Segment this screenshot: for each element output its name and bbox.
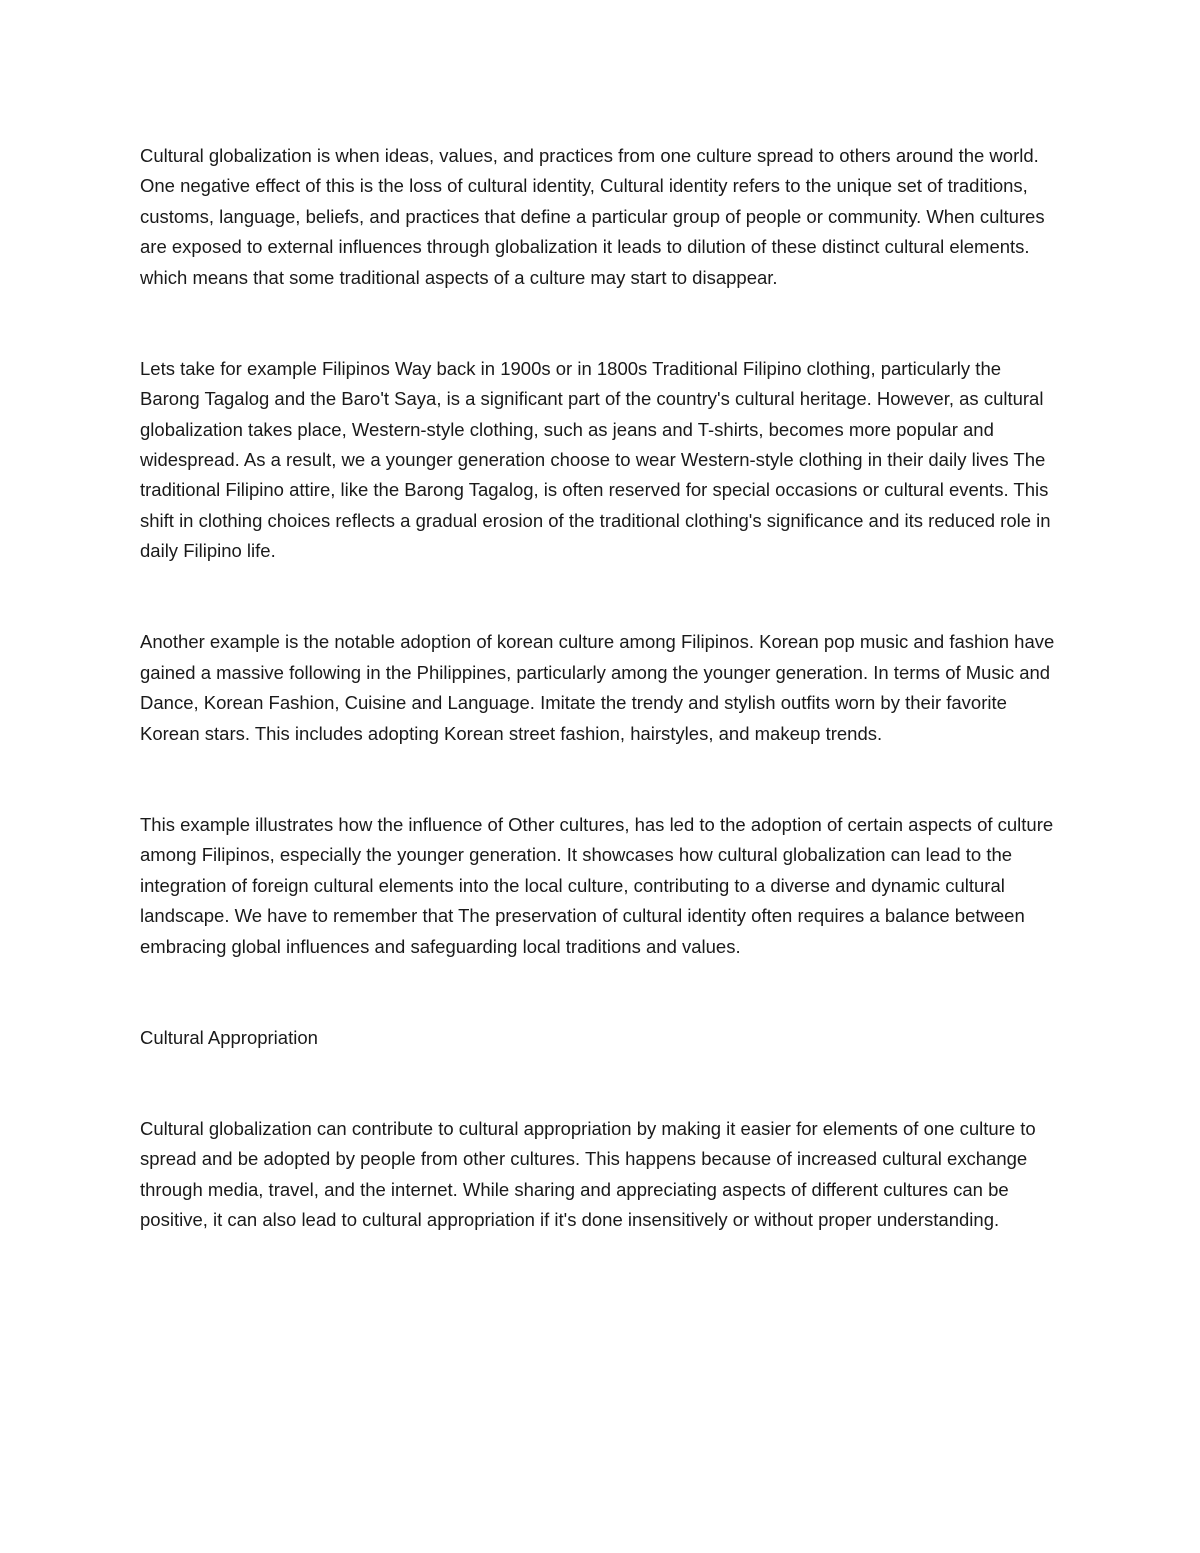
section-heading-cultural-appropriation: Cultural Appropriation bbox=[140, 1026, 318, 1048]
paragraph-cultural-identity: Cultural globalization is when ideas, values, and practices from one culture spread to others around the world. One negative effect of this is the loss of cultural identity, Cultural identity refers to the unique set of traditions, customs, language, beliefs, and practices that define a particular group of people or community. When cultures are exposed to external influences through globalization it leads to dilution of these distinct cultural elements. which means that some traditional aspects of a culture may start to disappear. bbox=[140, 145, 1045, 288]
paragraph-filipino-clothing: Lets take for example Filipinos Way back in 1900s or in 1800s Traditional Filipino clothing, particularly the Barong Tagalog and the Baro't Saya, is a significant part of the country's cultural heritage. However, as cultural globalization takes place, Western-style clothing, such as jeans and T-shirts, becomes more popular and widespread. As a result, we a younger generation choose to wear Western-style clothing in their daily lives The traditional Filipino attire, like the Barong Tagalog, is often reserved for special occasions or cultural events. This shift in clothing choices reflects a gradual erosion of the traditional clothing's significance and its reduced role in daily Filipino life. bbox=[140, 357, 1051, 562]
paragraph-influence-summary: This example illustrates how the influence of Other cultures, has led to the adoption of certain aspects of culture among Filipinos, especially the younger generation. It showcases how cultural globalization can lead to the integration of foreign cultural elements into the local culture, contributing to a diverse and dynamic cultural landscape. We have to remember that The preservation of cultural identity often requires a balance between embracing global influences and safeguarding local traditions and values. bbox=[140, 813, 1054, 957]
document-body bbox=[140, 141, 1060, 1236]
paragraph-cultural-appropriation: Cultural globalization can contribute to cultural appropriation by making it easier for elements of one culture to spread and be adopted by people from other cultures. This happens because of increased cultural exchange through media, travel, and the internet. While sharing and appreciating aspects of different cultures can be positive, it can also lead to cultural appropriation if it's done insensitively or without proper understanding. bbox=[140, 1117, 1036, 1231]
paragraph-korean-culture: Another example is the notable adoption of korean culture among Filipinos. Korean pop music and fashion have gained a massive following in the Philippines, particularly among the younger generation. In terms of Music and Dance, Korean Fashion, Cuisine and Language. Imitate the trendy and stylish outfits worn by their favorite Korean stars. This includes adopting Korean street fashion, hairstyles, and makeup trends. bbox=[140, 631, 1055, 744]
